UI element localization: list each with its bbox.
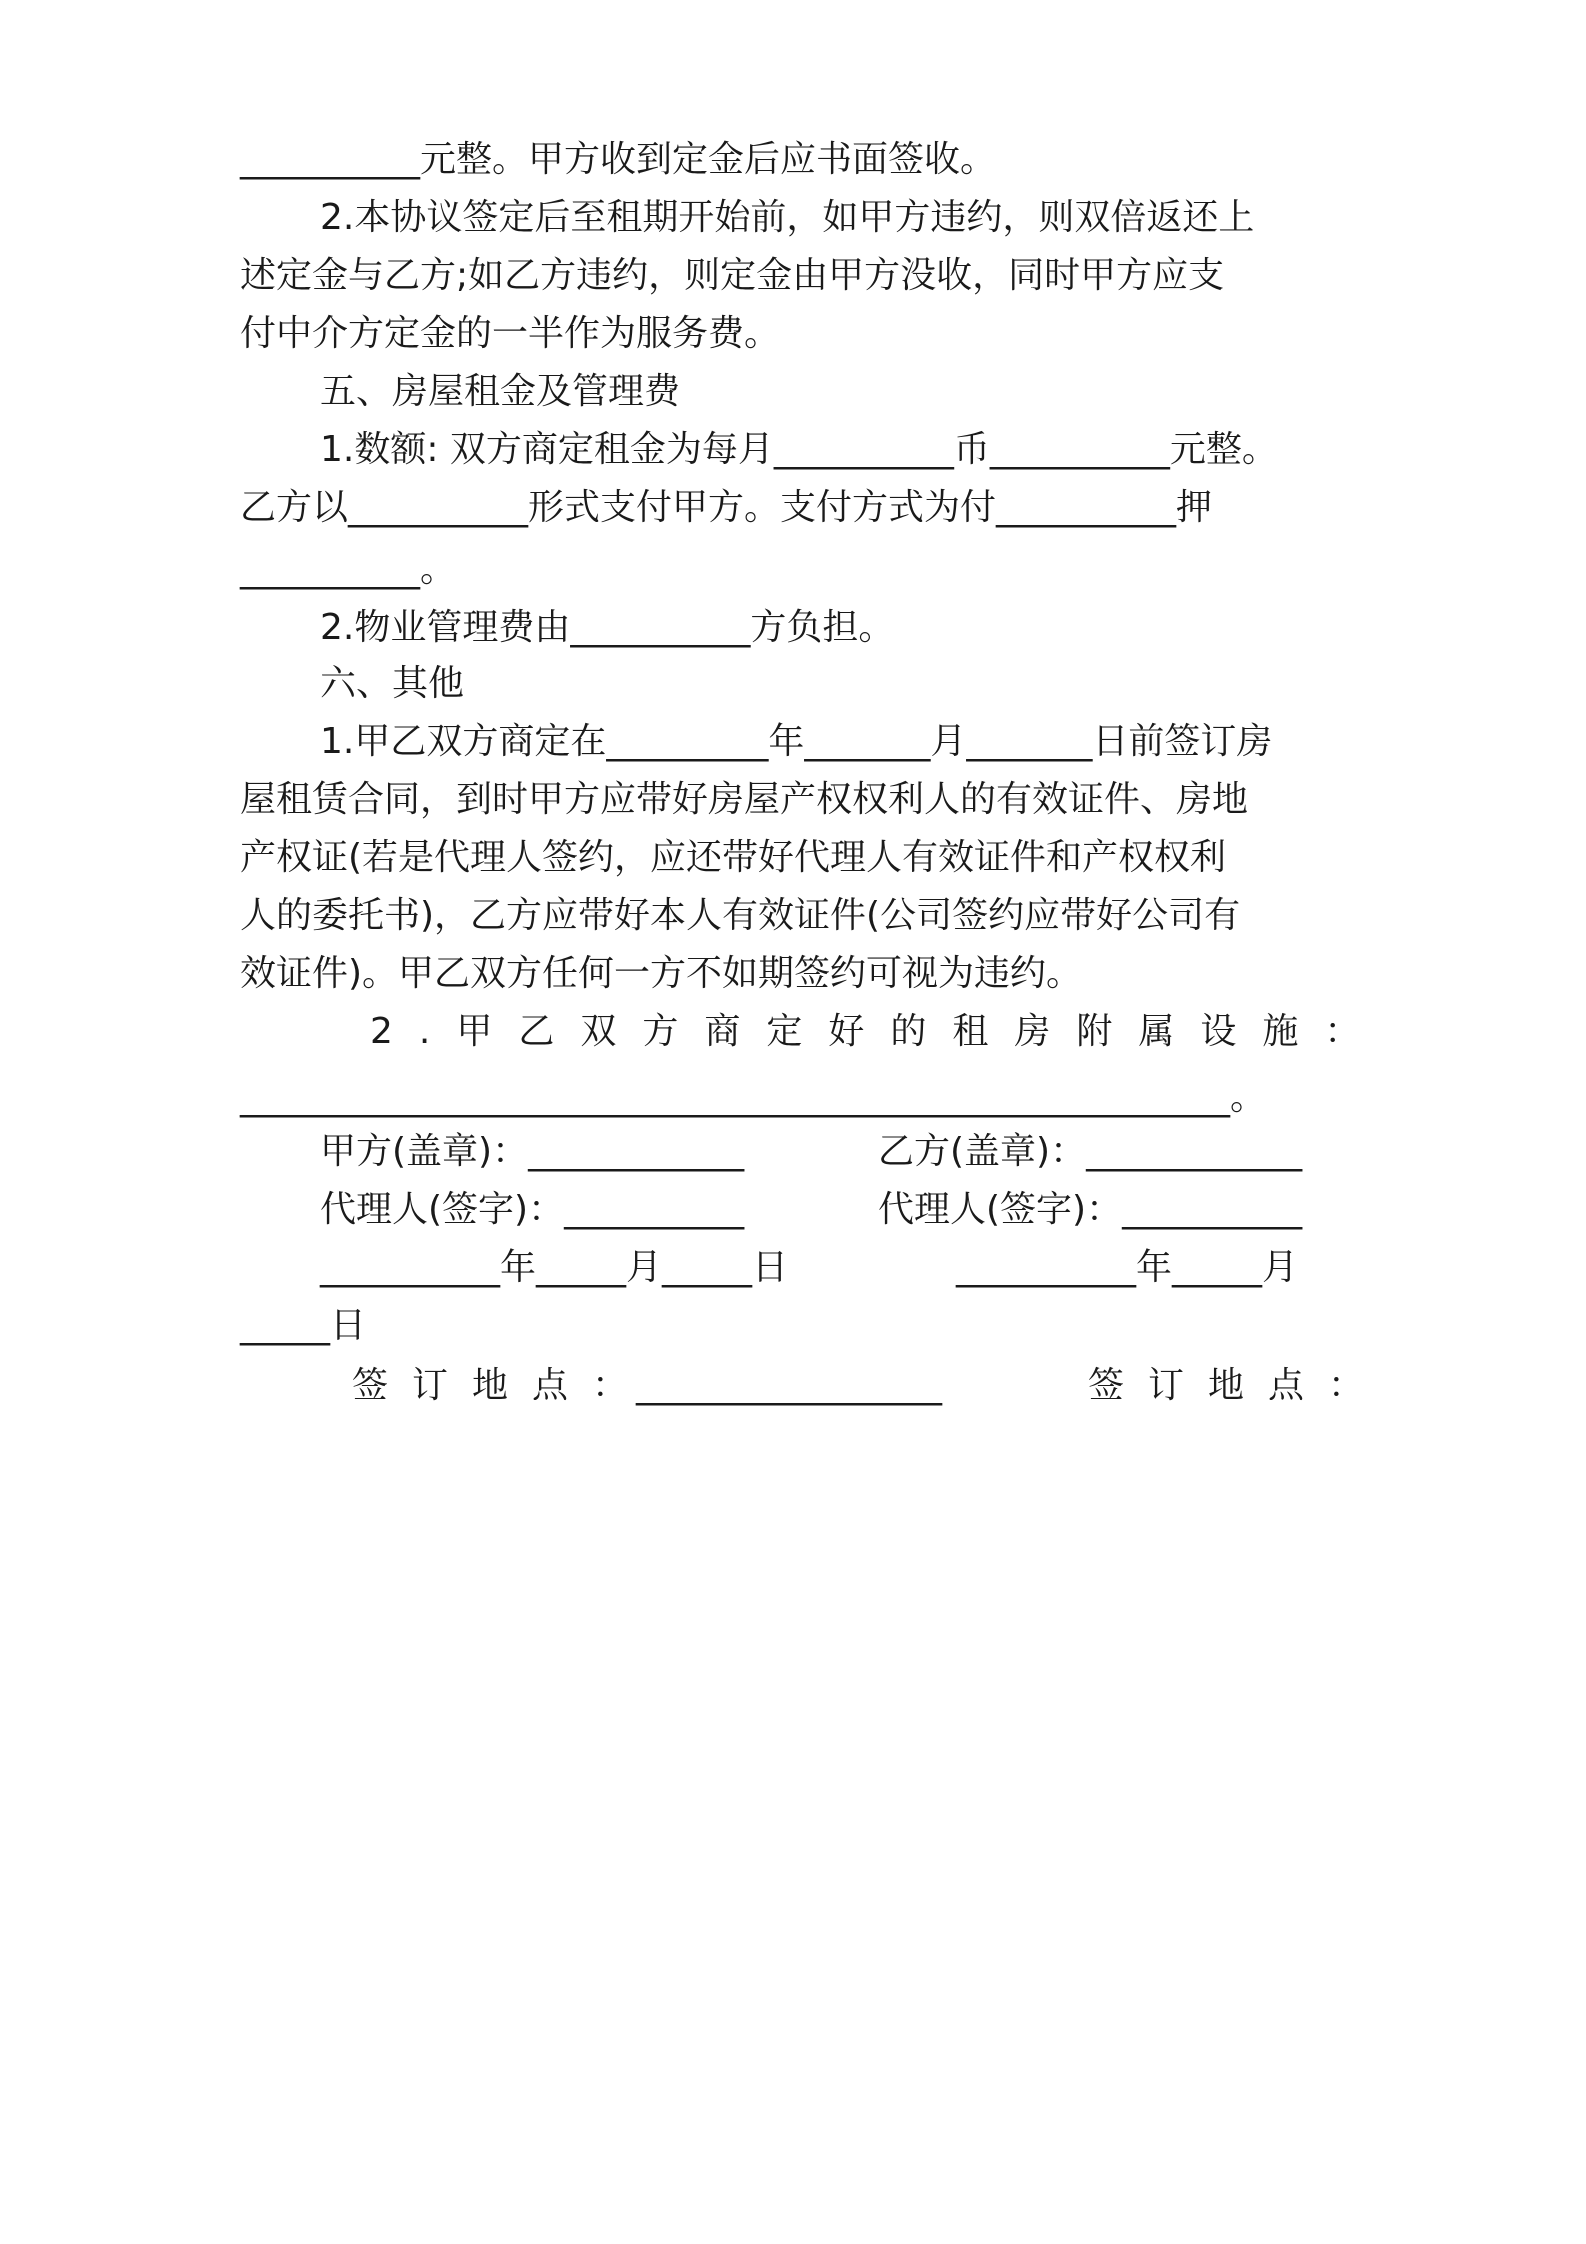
paragraph-line: 述定金与乙方;如乙方违约，则定金由甲方没收，同时甲方应支: [240, 255, 1225, 296]
paragraph-line: 产权证(若是代理人签约，应还带好代理人有效证件和产权权利: [240, 837, 1227, 878]
paragraph-line: __________元整。甲方收到定金后应书面签收。: [240, 139, 997, 180]
paragraph-line: _______________________________________________________。: [240, 1077, 1266, 1118]
paragraph-line: 屋租赁合同，到时甲方应带好房屋产权权利人的有效证件、房地: [240, 779, 1249, 820]
paragraph-line: 2.本协议签定后至租期开始前，如甲方违约，则双倍返还上: [320, 197, 1255, 238]
party-b-seal: 乙方(盖章)：____________: [878, 1131, 1303, 1172]
place-a-blank: _________________: [636, 1365, 942, 1406]
section-heading: 六、其他: [320, 663, 465, 704]
paragraph-line: 1.数额: 双方商定租金为每月__________币__________元整。: [320, 429, 1278, 470]
paragraph-line: 2.甲乙双方商定好的租房附属设施：: [370, 1011, 1387, 1052]
section-heading: 五、房屋租金及管理费: [320, 371, 681, 412]
place-a-label: 签订地点：: [352, 1365, 653, 1406]
paragraph-line: 乙方以__________形式支付甲方。支付方式为付__________押: [240, 487, 1213, 528]
paragraph-line: 付中介方定金的一半作为服务费。: [240, 313, 781, 354]
paragraph-line: __________。: [240, 549, 457, 590]
party-a-seal: 甲方(盖章)：____________: [320, 1131, 745, 1172]
date-a: __________年_____月_____日: [320, 1247, 788, 1288]
paragraph-line: 人的委托书)，乙方应带好本人有效证件(公司签约应带好公司有: [240, 895, 1241, 936]
paragraph-line: 效证件)。甲乙双方任何一方不如期签约可视为违约。: [240, 953, 1083, 994]
place-b-label: 签订地点：: [1088, 1365, 1389, 1406]
date-b-day: _____日: [240, 1305, 367, 1346]
paragraph-line: 1.甲乙双方商定在_________年_______月_______日前签订房: [320, 721, 1273, 762]
date-b: __________年_____月: [956, 1247, 1298, 1288]
agent-b-signature: 代理人(签字)：__________: [878, 1189, 1303, 1230]
paragraph-line: 2.物业管理费由__________方负担。: [320, 607, 895, 648]
agent-a-signature: 代理人(签字)：__________: [320, 1189, 745, 1230]
